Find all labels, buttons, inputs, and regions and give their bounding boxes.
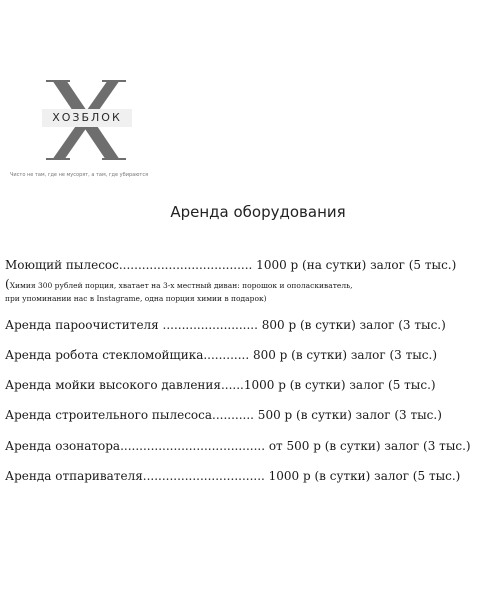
logo (42, 80, 132, 160)
chemistry-note-line-2: при упоминании нас в Instagrame, одна порция химии в подарок) (5, 294, 267, 303)
price-item-construction-vacuum: Аренда строительного пылесоса........... 500 р (в сутки) залог (3 тыс.) (5, 408, 442, 422)
price-item-garment-steamer: Аренда отпаривателя................................ 1000 р (в сутки) залог (5 тыс.) (5, 469, 461, 483)
price-item-ozonator: Аренда озонатора...................................... от 500 р (в сутки) залог (3 тыс.) (5, 439, 471, 453)
note-line-1-text: Химия 300 рублей порция, хватает на 3-х местный диван: порошок и ополаскиватель, (9, 281, 353, 290)
page-title: Аренда оборудования (170, 203, 346, 221)
note-open-paren: ( (5, 277, 10, 291)
chemistry-note-line-1 (5, 277, 353, 291)
price-item-washing-vacuum: Моющий пылесос................................... 1000 р (на сутки) залог (5 тыс.) (5, 258, 457, 272)
price-item-pressure-washer: Аренда мойки высокого давления......1000 р (в сутки) залог (5 тыс.) (5, 378, 436, 392)
tagline: Чисто не там, где не мусорят, а там, где убираются (10, 172, 149, 178)
logo-wordmark: ХОЗБЛОК (52, 111, 122, 124)
price-item-window-robot: Аренда робота стекломойщика............ 800 р (в сутки) залог (3 тыс.) (5, 348, 438, 362)
price-item-steam-cleaner: Аренда пароочистителя ......................... 800 р (в сутки) залог (3 тыс.) (5, 318, 446, 332)
